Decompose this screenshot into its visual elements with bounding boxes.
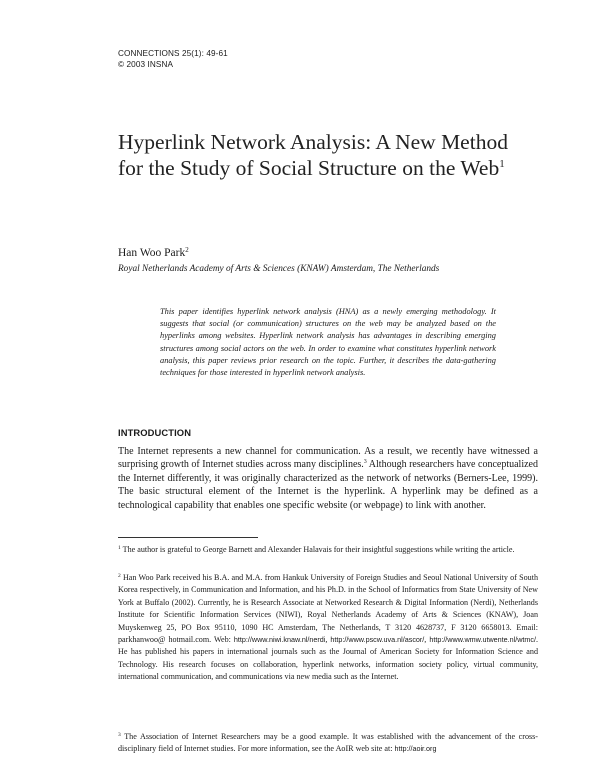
author-name	[118, 246, 189, 260]
journal-citation: CONNECTIONS 25(1): 49-61	[118, 49, 228, 58]
author-affiliation: Royal Netherlands Academy of Arts & Sciences (KNAW) Amsterdam, The Netherlands	[118, 264, 440, 274]
footnote-3	[118, 731, 538, 756]
footnote-3-text: The Association of Internet Researchers may be a good example. It was established with the advancement of the cross-disciplinary field of Internet studies. For more information, see the AoIR web site at:	[118, 732, 538, 754]
journal-header	[118, 48, 228, 70]
footnote-3-mark: 3	[118, 732, 121, 738]
page-title	[118, 129, 518, 181]
title-footnote-mark[interactable]: 1	[499, 158, 505, 170]
section-heading-introduction: INTRODUCTION	[118, 427, 192, 438]
footnote-2-text-b: . He has published his papers in international journals such as the Journal of American Society for Information Science and Technology. His research focuses on collaboration, hyperlink networks, information society policy, virtual community, international communication, and communications via new media such as the Internet.	[118, 635, 539, 682]
footnote-2-link-nerdi[interactable]: http://www.niwi.knaw.nl/nerdi	[233, 635, 326, 645]
intro-footnote-mark[interactable]: 3	[363, 459, 367, 466]
copyright-line: © 2003 INSNA	[118, 60, 174, 69]
footnote-divider	[118, 537, 258, 538]
footnote-1-mark: 1	[118, 545, 121, 551]
author-footnote-mark[interactable]: 2	[185, 246, 189, 254]
footnote-1	[118, 544, 538, 556]
footnote-2	[118, 572, 538, 684]
footnote-1-text: The author is grateful to George Barnett and Alexander Halavais for their insightful suggestions while writing the article.	[120, 545, 515, 554]
title-line-2: for the Study of Social Structure on the Web	[118, 156, 500, 180]
intro-text-b: Although researchers have conceptualized the Internet differently, it was originally characterized as the network of networks (Berners-Lee, 1999). The basic structural element of the Internet is the hyperlink. A hyperlink may be defined as a technological capability that enables one specific website (or webpage) to link with another.	[118, 459, 538, 511]
footnote-2-mark: 2	[118, 573, 121, 579]
introduction-paragraph	[118, 445, 538, 512]
abstract: This paper identifies hyperlink network analysis (HNA) as a newly emerging methodology. It suggests that social (or communication) structures on the web may be analyzed based on the hyperlinks among websites. Hyperlink network analysis has advantages in describing emerging structures among social actors on the web. In order to examine what constitutes hyperlink network analysis, this paper reviews prior research on the topic. Further, it describes the data-gathering techniques for those interested in hyperlink network analysis.	[160, 307, 496, 378]
footnote-3-link-aoir[interactable]: http://aoir.org	[394, 744, 437, 754]
intro-text-a: The Internet represents a new channel for communication. As a result, we recently have witnessed a surprising growth of Internet studies across many disciplines.	[118, 446, 538, 471]
footnote-2-link-ascor[interactable]: http://www.pscw.uva.nl/ascor/	[330, 635, 425, 645]
author-name-text: Han Woo Park	[118, 247, 186, 259]
footnote-2-separator-2: ,	[424, 635, 430, 645]
footnote-2-separator-1: ,	[325, 635, 331, 645]
footnote-2-text-a: Han Woo Park received his B.A. and M.A. from Hankuk University of Foreign Studies and Seoul National University of South Korea respectively, in Communication and Information, and his Ph.D. in the School of Informatics from State University of New York at Buffalo (2002). Currently, he is Research Associate at Networked Research & Digital Information (Nerdi), Netherlands Institute for Scientific Information Services (NIWI), Royal Netherlands Academy of Arts & Sciences (KNAW), Joan Muyskenweg 25, PO Box 95110, 1090 HC Amsterdam, The Netherlands, T 3120 4628737, F 3120 6658013. Email: parkhanwoo@ hotmail.com. Web:	[118, 573, 538, 645]
footnote-2-link-wtmc[interactable]: http://www.wmw.utwente.nl/wtmc/	[429, 635, 536, 645]
title-line-1: Hyperlink Network Analysis: A New Method	[118, 130, 508, 154]
